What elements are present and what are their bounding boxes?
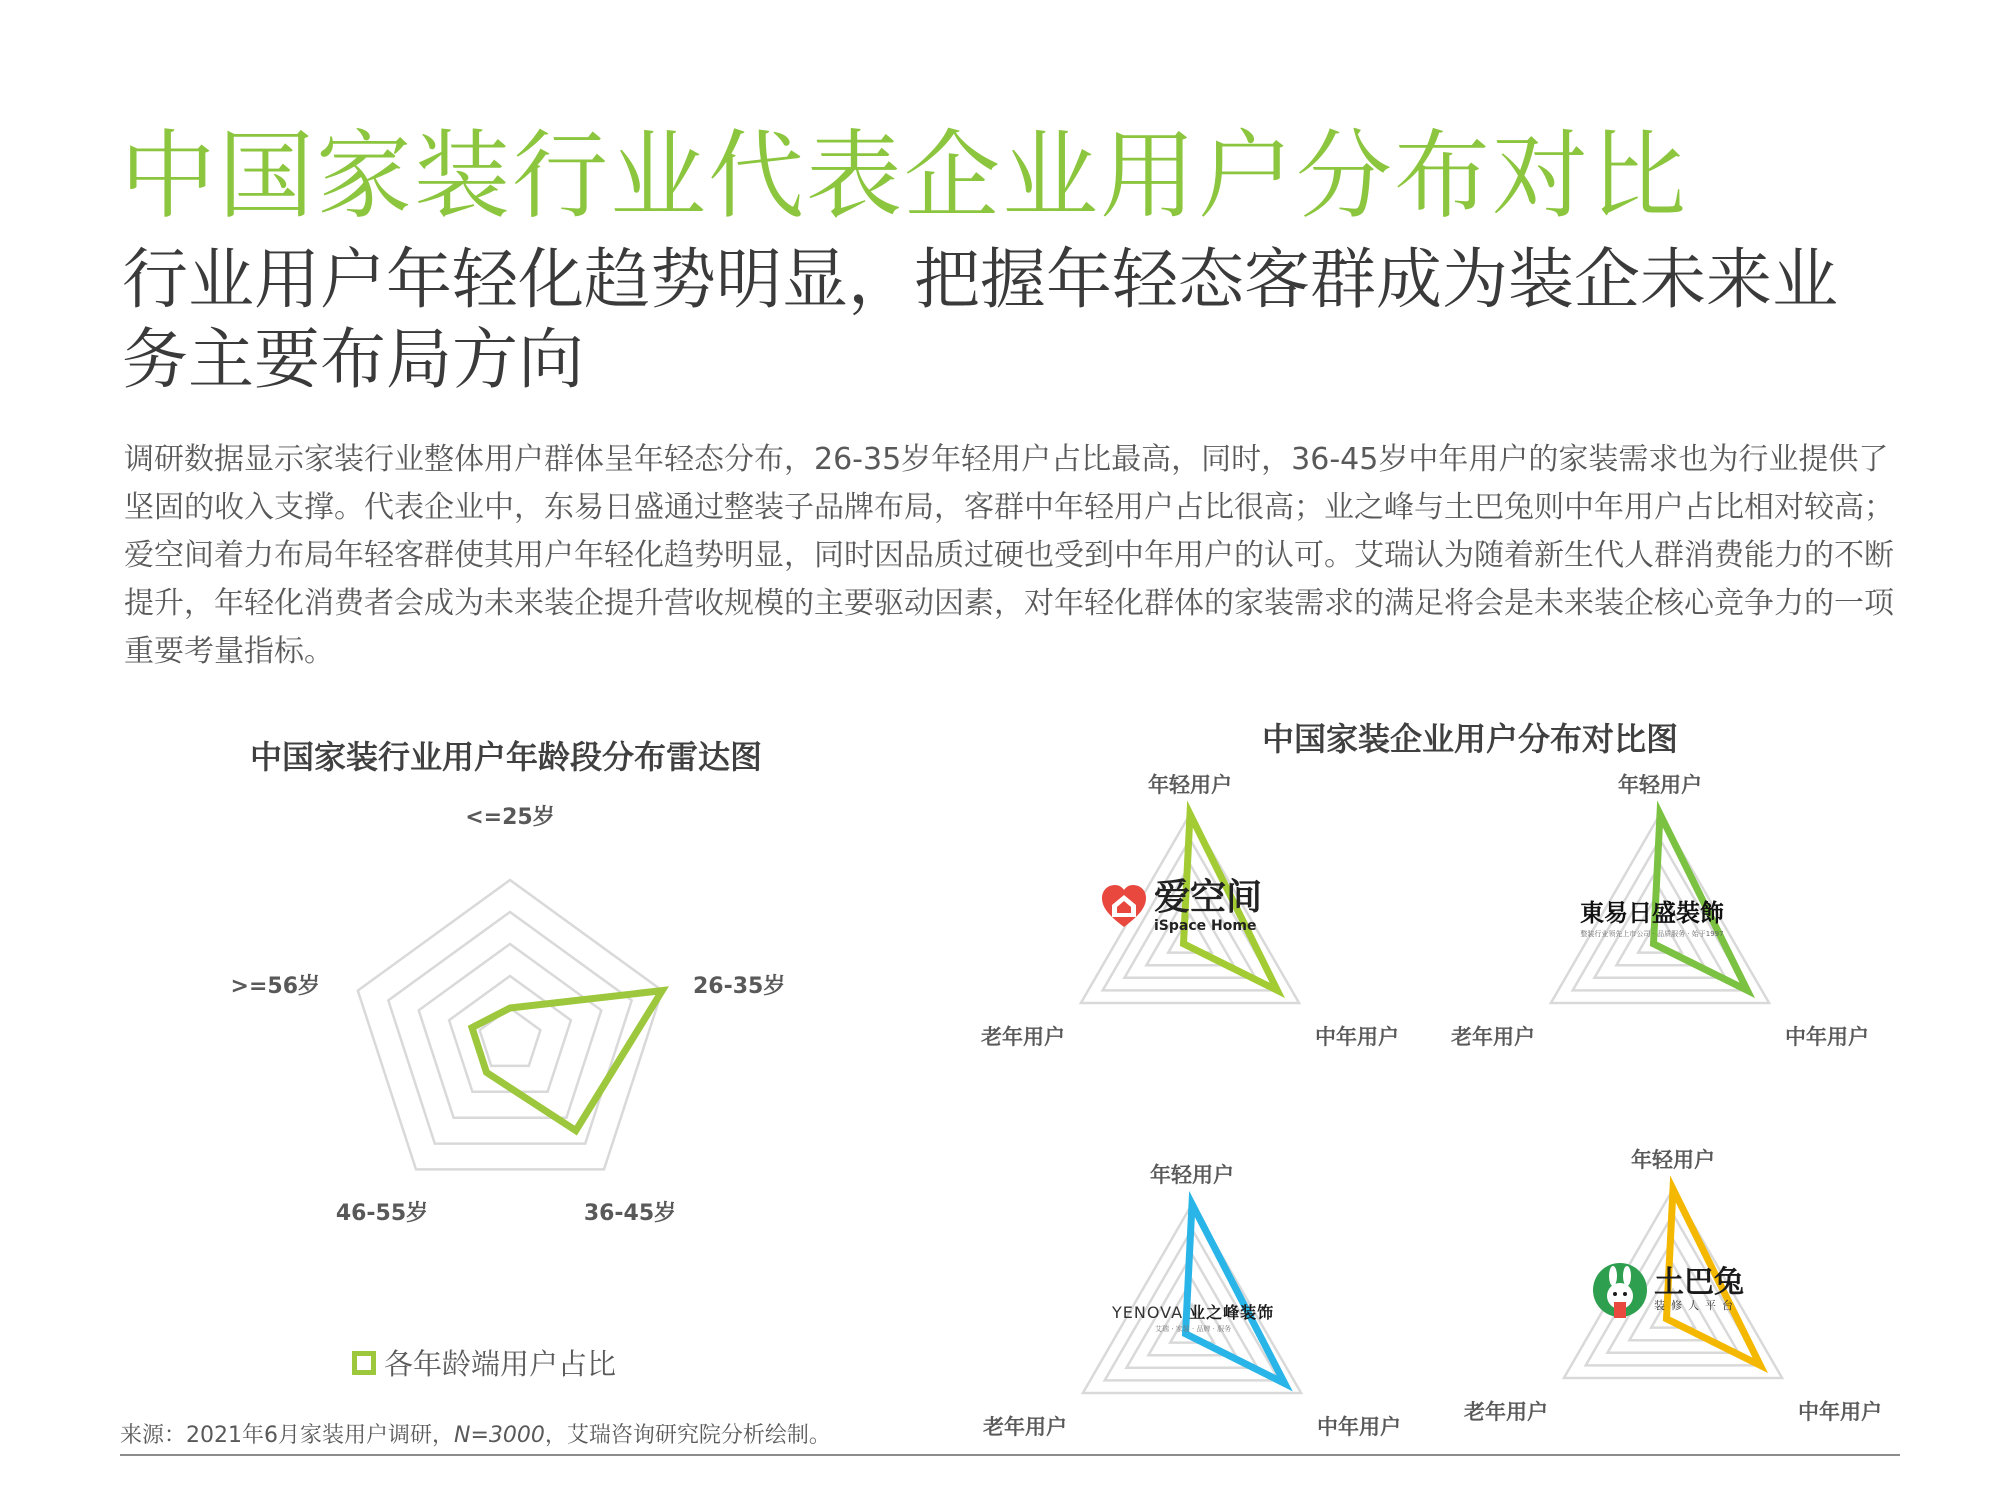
aikongjian-en-name: iSpace Home <box>1154 918 1257 934</box>
aikongjian-logo <box>1098 877 1263 934</box>
page-title: 中国家装行业代表企业用户分布对比 <box>120 120 1688 232</box>
company-compare-title: 中国家装企业用户分布对比图 <box>1262 720 1679 758</box>
aikongjian-name: 爱空间 <box>1154 877 1263 918</box>
company-radar-2-axis-label: 老年用户 <box>1451 1025 1535 1049</box>
company-radar-2-axis-label: 中年用户 <box>1785 1025 1869 1049</box>
footer-divider <box>120 1454 1900 1456</box>
company-radar-4-axis-label: 年轻用户 <box>1631 1148 1715 1172</box>
company-radar-3-axis-label: 年轻用户 <box>1150 1163 1234 1187</box>
company-radar-1-axis-label: 年轻用户 <box>1148 773 1232 797</box>
industry-radar-title: 中国家装行业用户年龄段分布雷达图 <box>250 738 763 776</box>
tubatu-logo <box>1592 1262 1744 1318</box>
industry-radar-axis-label: 36-45岁 <box>583 1201 677 1226</box>
source-suffix: ，艾瑞咨询研究院分析绘制。 <box>544 1423 831 1448</box>
source-note <box>120 1418 831 1449</box>
industry-radar-axis-label: <=25岁 <box>465 805 555 830</box>
yezhifeng-name: 业之峰装饰 <box>1189 1303 1275 1322</box>
dongyi-tagline: 整装行业领先上市公司 · 品质服务 · 始于1997 <box>1580 930 1724 938</box>
dongyi-logo <box>1580 893 1724 939</box>
dongyi-name: 東易日盛裝飾 <box>1580 898 1724 927</box>
body-paragraph: 调研数据显示家装行业整体用户群体呈年轻态分布，26-35岁年轻用户占比最高，同时，36-45岁中年用户的家装需求也为行业提供了坚固的收入支撑。代表企业中，东易日盛通过整装子品牌布局，客群中年轻用户占比很高；业之峰与土巴兔则中年用户占比相对较高；爱空间着力布局年轻客群使其用户年轻化趋势明显，同时因品质过硬也受到中年用户的认可。艾瑞认为随着新生代人群消费能力的不断提升，年轻化消费者会成为未来装企提升营收规模的主要驱动因素，对年轻化群体的家装需求的满足将会是未来装企核心竞争力的一项重要考量指标。 <box>124 442 1894 669</box>
company-radar-1-axis-label: 中年用户 <box>1315 1025 1399 1049</box>
source-prefix: 来源：2021年6月家装用户调研， <box>120 1423 454 1448</box>
yezhifeng-logo <box>1112 1300 1274 1334</box>
industry-radar-grid-ring <box>449 976 571 1092</box>
heart-house-icon <box>1098 881 1150 933</box>
page-subtitle: 行业用户年轻化趋势明显，把握年轻态客群成为装企未来业务主要布局方向 <box>122 241 1838 398</box>
tubatu-name: 土巴兔 <box>1654 1265 1744 1300</box>
company-radar-1-axis-label: 老年用户 <box>981 1025 1065 1049</box>
industry-radar-axis-label: 46-55岁 <box>335 1201 429 1226</box>
industry-radar-series-line <box>472 991 662 1131</box>
company-radar-4-axis-label: 中年用户 <box>1798 1400 1882 1424</box>
company-radar-4-axis-label: 老年用户 <box>1464 1400 1548 1424</box>
tubatu-tagline: 装修人平台 <box>1654 1299 1739 1312</box>
company-radar-3-axis-label: 中年用户 <box>1317 1415 1401 1439</box>
yezhifeng-tagline: 艾瑞 · 家装 · 品牌 · 服务 <box>1155 1325 1232 1333</box>
industry-radar-axis-label: 26-35岁 <box>693 974 786 999</box>
source-sample-size: N=3000 <box>454 1423 545 1448</box>
rabbit-icon <box>1592 1262 1648 1318</box>
legend-swatch <box>352 1351 376 1375</box>
industry-radar-axis-label: >=56岁 <box>230 974 320 999</box>
company-radar-2-axis-label: 年轻用户 <box>1618 773 1702 797</box>
company-radar-3-axis-label: 老年用户 <box>983 1415 1067 1439</box>
industry-radar-grid-ring <box>358 880 662 1169</box>
legend-label: 各年龄端用户占比 <box>384 1347 617 1381</box>
yezhifeng-en-name: YENOVA <box>1112 1303 1184 1322</box>
radar-legend <box>352 1342 616 1383</box>
